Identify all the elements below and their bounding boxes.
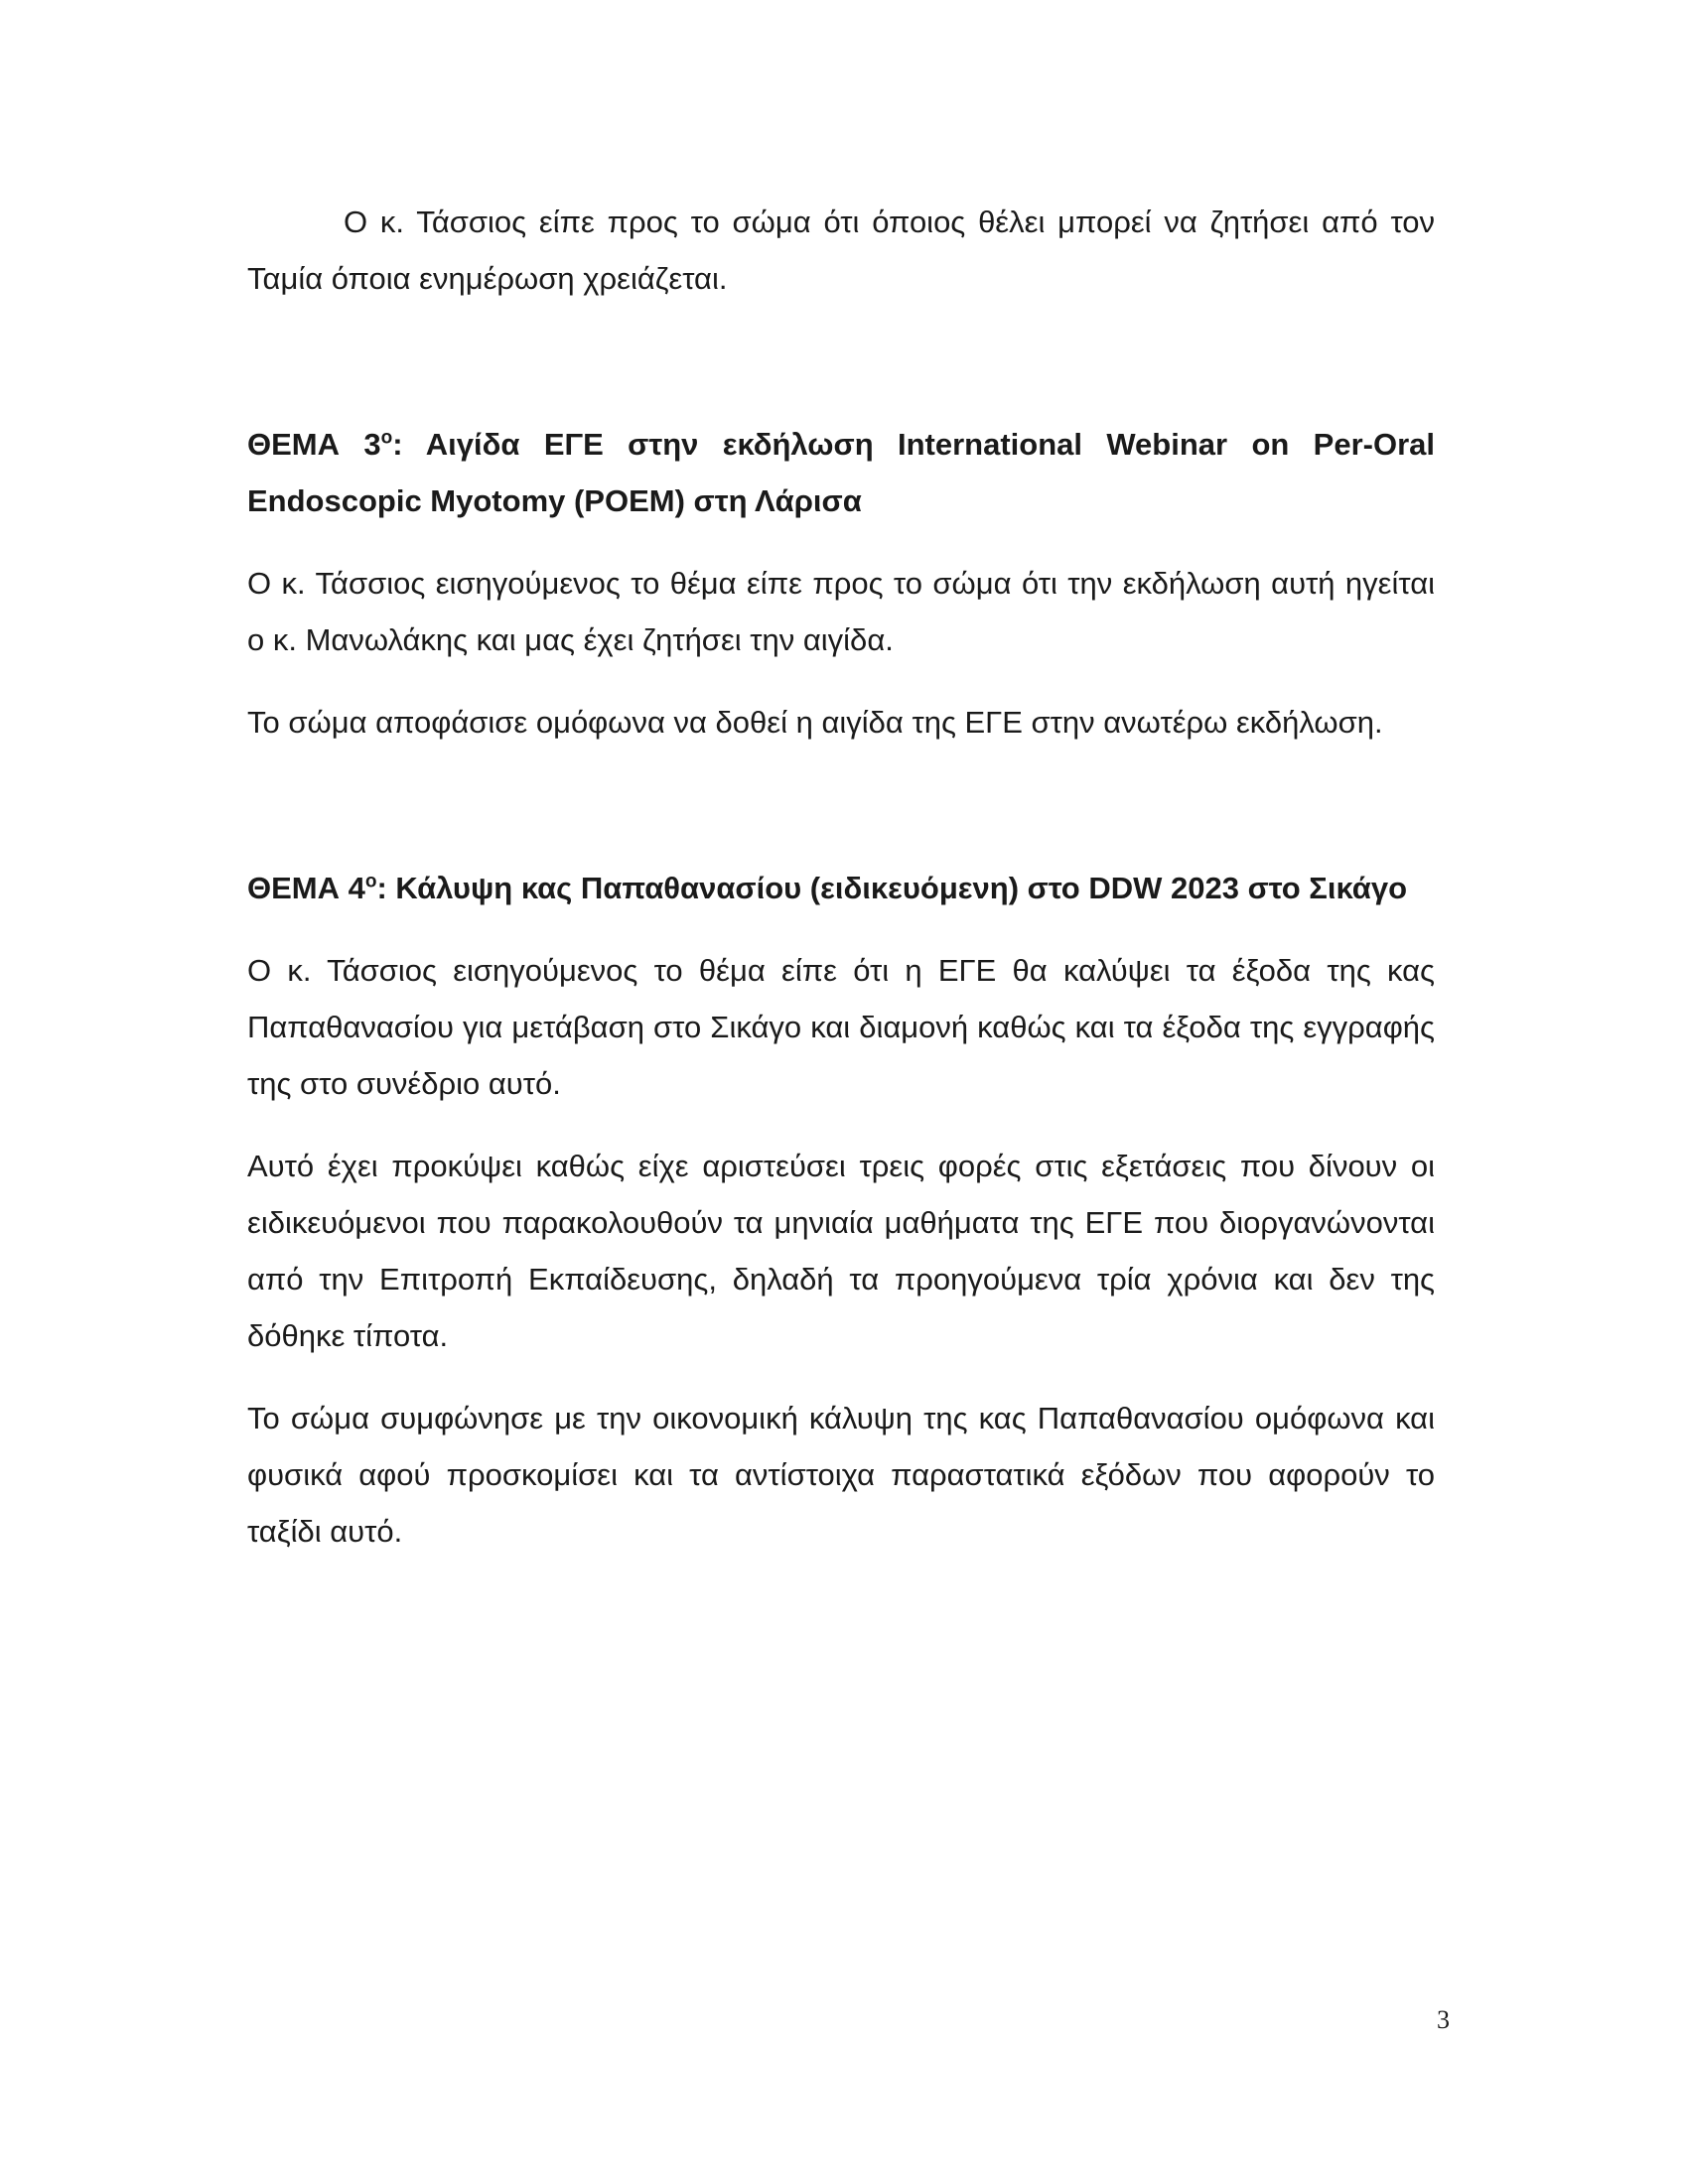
section-heading-3 xyxy=(247,416,1435,529)
paragraph-gap xyxy=(247,668,1435,694)
heading-text: : Αιγίδα ΕΓΕ στην εκδήλωση International Webinar on Per-Oral Endoscopic Myotomy (POEM) στη Λάρισα xyxy=(247,427,1436,518)
page-number: 3 xyxy=(1437,2005,1450,2034)
section-heading-4 xyxy=(247,860,1435,916)
heading-superscript: ο xyxy=(364,871,377,892)
section-gap xyxy=(247,751,1435,860)
heading-superscript: ο xyxy=(380,427,393,449)
paragraph-gap xyxy=(247,916,1435,942)
section-3-paragraph-1: Ο κ. Τάσσιος εισηγούμενος το θέμα είπε προς το σώμα ότι την εκδήλωση αυτή ηγείται ο κ. Μανωλάκης και μας έχει ζητήσει την αιγίδα. xyxy=(247,566,1435,657)
section-4-paragraph-2: Αυτό έχει προκύψει καθώς είχε αριστεύσει τρεις φορές στις εξετάσεις που δίνουν οι ειδικευόμενοι που παρακολουθούν τα μηνιαία μαθήματα της ΕΓΕ που διοργανώνονται από την Επιτροπή Εκπαίδευσης, δηλαδή τα προηγούμενα τρία χρόνια και δεν της δόθηκε τίποτα. xyxy=(247,1149,1435,1353)
heading-prefix: ΘΕΜΑ 4 xyxy=(247,871,365,905)
section-gap xyxy=(247,307,1435,416)
section-4-paragraph-3: Το σώμα συμφώνησε με την οικονομική κάλυψη της κας Παπαθανασίου ομόφωνα και φυσικά αφού προσκομίσει και τα αντίστοιχα παραστατικά εξόδων που αφορούν το ταξίδι αυτό. xyxy=(247,1401,1435,1549)
page-content xyxy=(247,194,1435,1560)
paragraph-gap xyxy=(247,1112,1435,1138)
heading-prefix: ΘΕΜΑ 3 xyxy=(247,427,381,462)
intro-paragraph: Ο κ. Τάσσιος είπε προς το σώμα ότι όποιος θέλει μπορεί να ζητήσει από τον Ταμία όποια ενημέρωση χρειάζεται. xyxy=(247,205,1435,296)
paragraph-gap xyxy=(247,1364,1435,1390)
section-4-paragraph-1: Ο κ. Τάσσιος εισηγούμενος το θέμα είπε ότι η ΕΓΕ θα καλύψει τα έξοδα της κας Παπαθανασίου για μετάβαση στο Σικάγο και διαμονή καθώς και τα έξοδα της εγγραφής της στο συνέδριο αυτό. xyxy=(247,953,1435,1101)
paragraph-gap xyxy=(247,529,1435,555)
heading-text: : Κάλυψη κας Παπαθανασίου (ειδικευόμενη) στο DDW 2023 στο Σικάγο xyxy=(376,871,1408,905)
section-3-paragraph-2: Το σώμα αποφάσισε ομόφωνα να δοθεί η αιγίδα της ΕΓΕ στην ανωτέρω εκδήλωση. xyxy=(247,705,1383,740)
